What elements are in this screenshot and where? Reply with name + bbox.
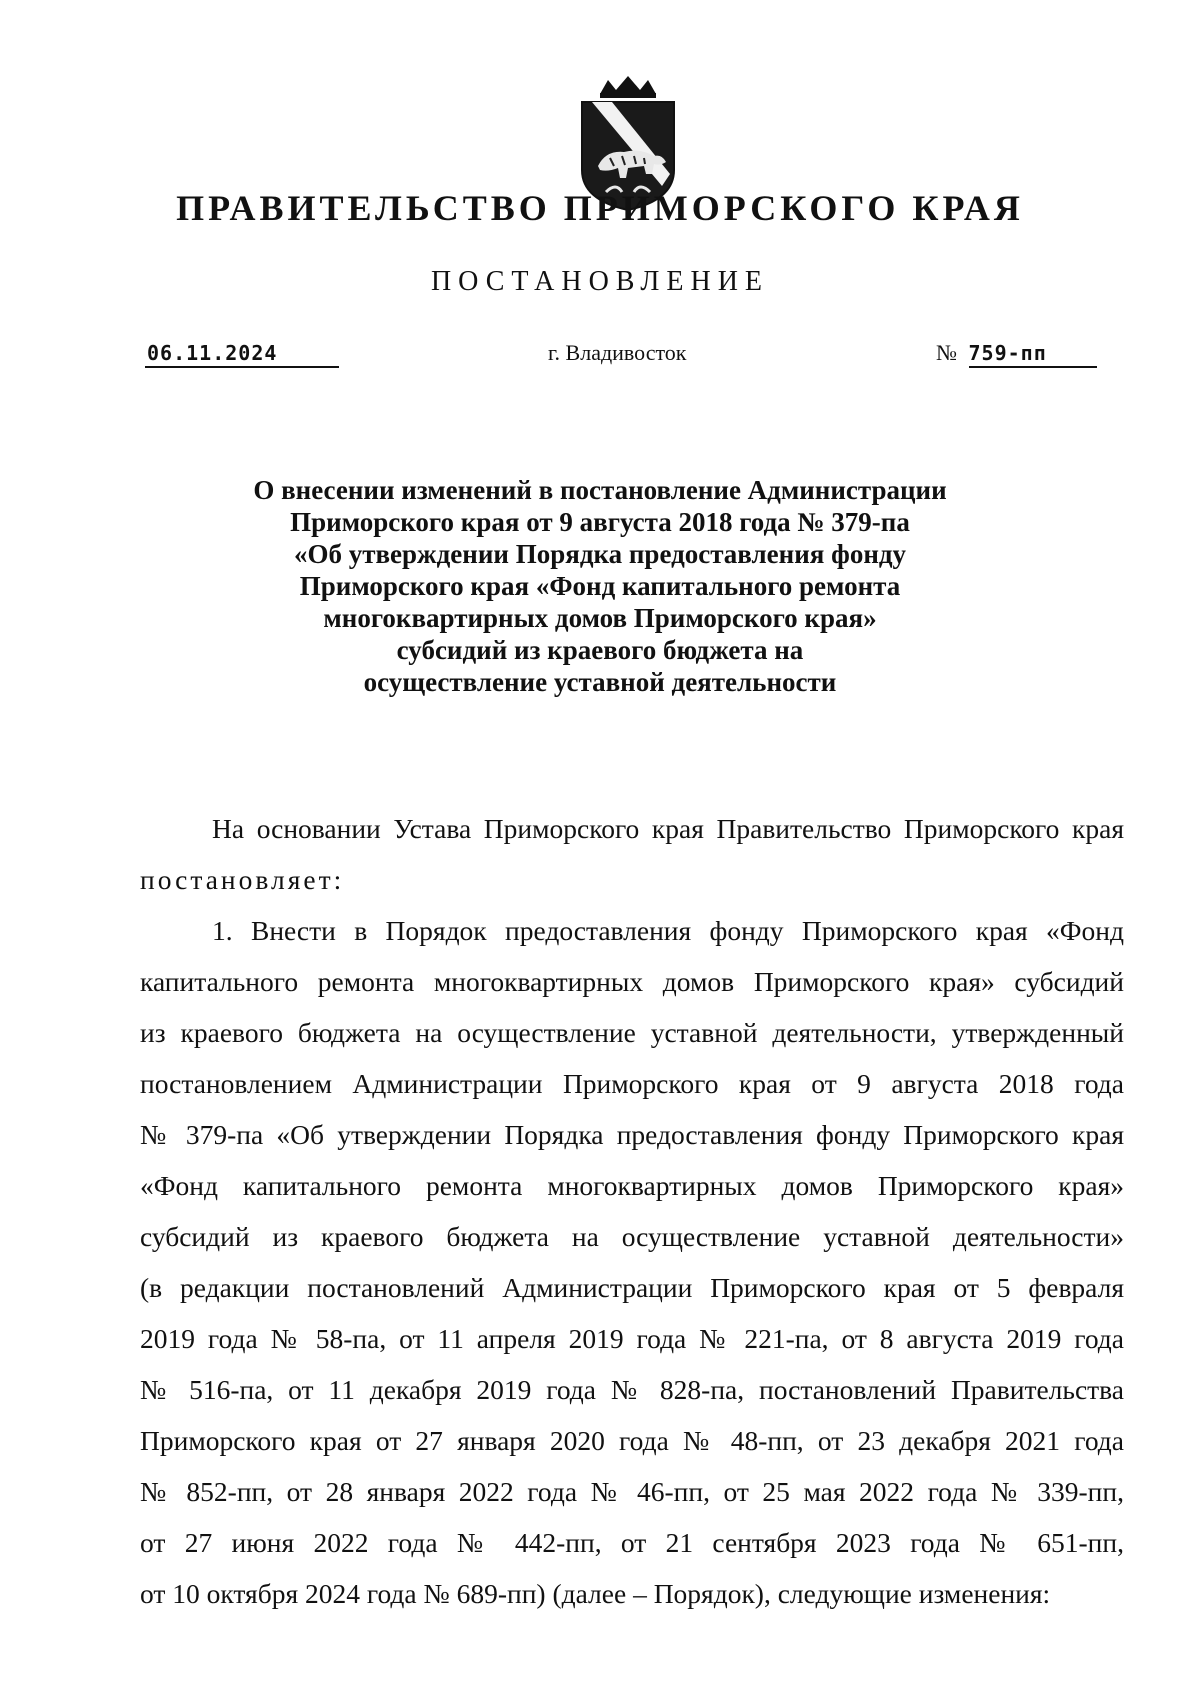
- text-line: постановляет:: [140, 864, 345, 895]
- heading-line: О внесении изменений в постановление Администрации: [253, 475, 947, 505]
- decree-number: 759-пп: [969, 340, 1097, 368]
- text-line: На основании Устава Приморского края Правительство Приморского края: [212, 813, 1124, 844]
- text-line: № 379-па «Об утверждении Порядка предоставления фонду Приморского края: [140, 1119, 1124, 1150]
- heading-line: Приморского края «Фонд капитального ремонта: [299, 571, 901, 601]
- text-line: от 27 июня 2022 года № 442-пп, от 21 сентября 2023 года № 651-пп,: [140, 1527, 1124, 1558]
- text-line: № 516-па, от 11 декабря 2019 года № 828-па, постановлений Правительства: [140, 1374, 1124, 1405]
- heading-line: субсидий из краевого бюджета на: [396, 635, 804, 665]
- decree-date: 06.11.2024: [145, 340, 339, 368]
- text-line: (в редакции постановлений Администрации Приморского края от 5 февраля: [140, 1272, 1124, 1303]
- text-line: «Фонд капитального ремонта многоквартирных домов Приморского края»: [140, 1170, 1124, 1201]
- heading-line: осуществление уставной деятельности: [363, 667, 837, 697]
- decree-city: г. Владивосток: [548, 340, 687, 365]
- number-sign: №: [936, 340, 957, 365]
- heading-line: многоквартирных домов Приморского края»: [323, 603, 877, 633]
- text-line: № 852-пп, от 28 января 2022 года № 46-пп, от 25 мая 2022 года № 339-пп,: [140, 1476, 1124, 1507]
- government-title: ПРАВИТЕЛЬСТВО ПРИМОРСКОГО КРАЯ: [176, 188, 1024, 228]
- intro-paragraph: [140, 803, 1124, 905]
- text-line: от 10 октября 2024 года № 689-пп) (далее – Порядок), следующие изменения:: [140, 1578, 1051, 1609]
- decree-body: [140, 803, 1124, 1619]
- text-line: постановлением Администрации Приморского края от 9 августа 2018 года: [140, 1068, 1124, 1099]
- decree-number-block: [936, 340, 1097, 368]
- text-line: капитального ремонта многоквартирных домов Приморского края» субсидий: [140, 966, 1124, 997]
- text-line: субсидий из краевого бюджета на осуществление уставной деятельности»: [140, 1221, 1124, 1252]
- heading-line: Приморского края от 9 августа 2018 года № 379-па: [290, 507, 910, 537]
- document-type: ПОСТАНОВЛЕНИЕ: [430, 266, 770, 297]
- text-line: Приморского края от 27 января 2020 года № 48-пп, от 23 декабря 2021 года: [140, 1425, 1124, 1456]
- text-line: 2019 года № 58-па, от 11 апреля 2019 года № 221-па, от 8 августа 2019 года: [140, 1323, 1124, 1354]
- text-line: 1. Внести в Порядок предоставления фонду Приморского края «Фонд: [212, 915, 1124, 946]
- decree-heading: [150, 474, 1050, 698]
- heading-line: «Об утверждении Порядка предоставления фонду: [293, 539, 907, 569]
- item-1-paragraph: [140, 905, 1124, 1619]
- text-line: из краевого бюджета на осуществление уставной деятельности, утвержденный: [140, 1017, 1124, 1048]
